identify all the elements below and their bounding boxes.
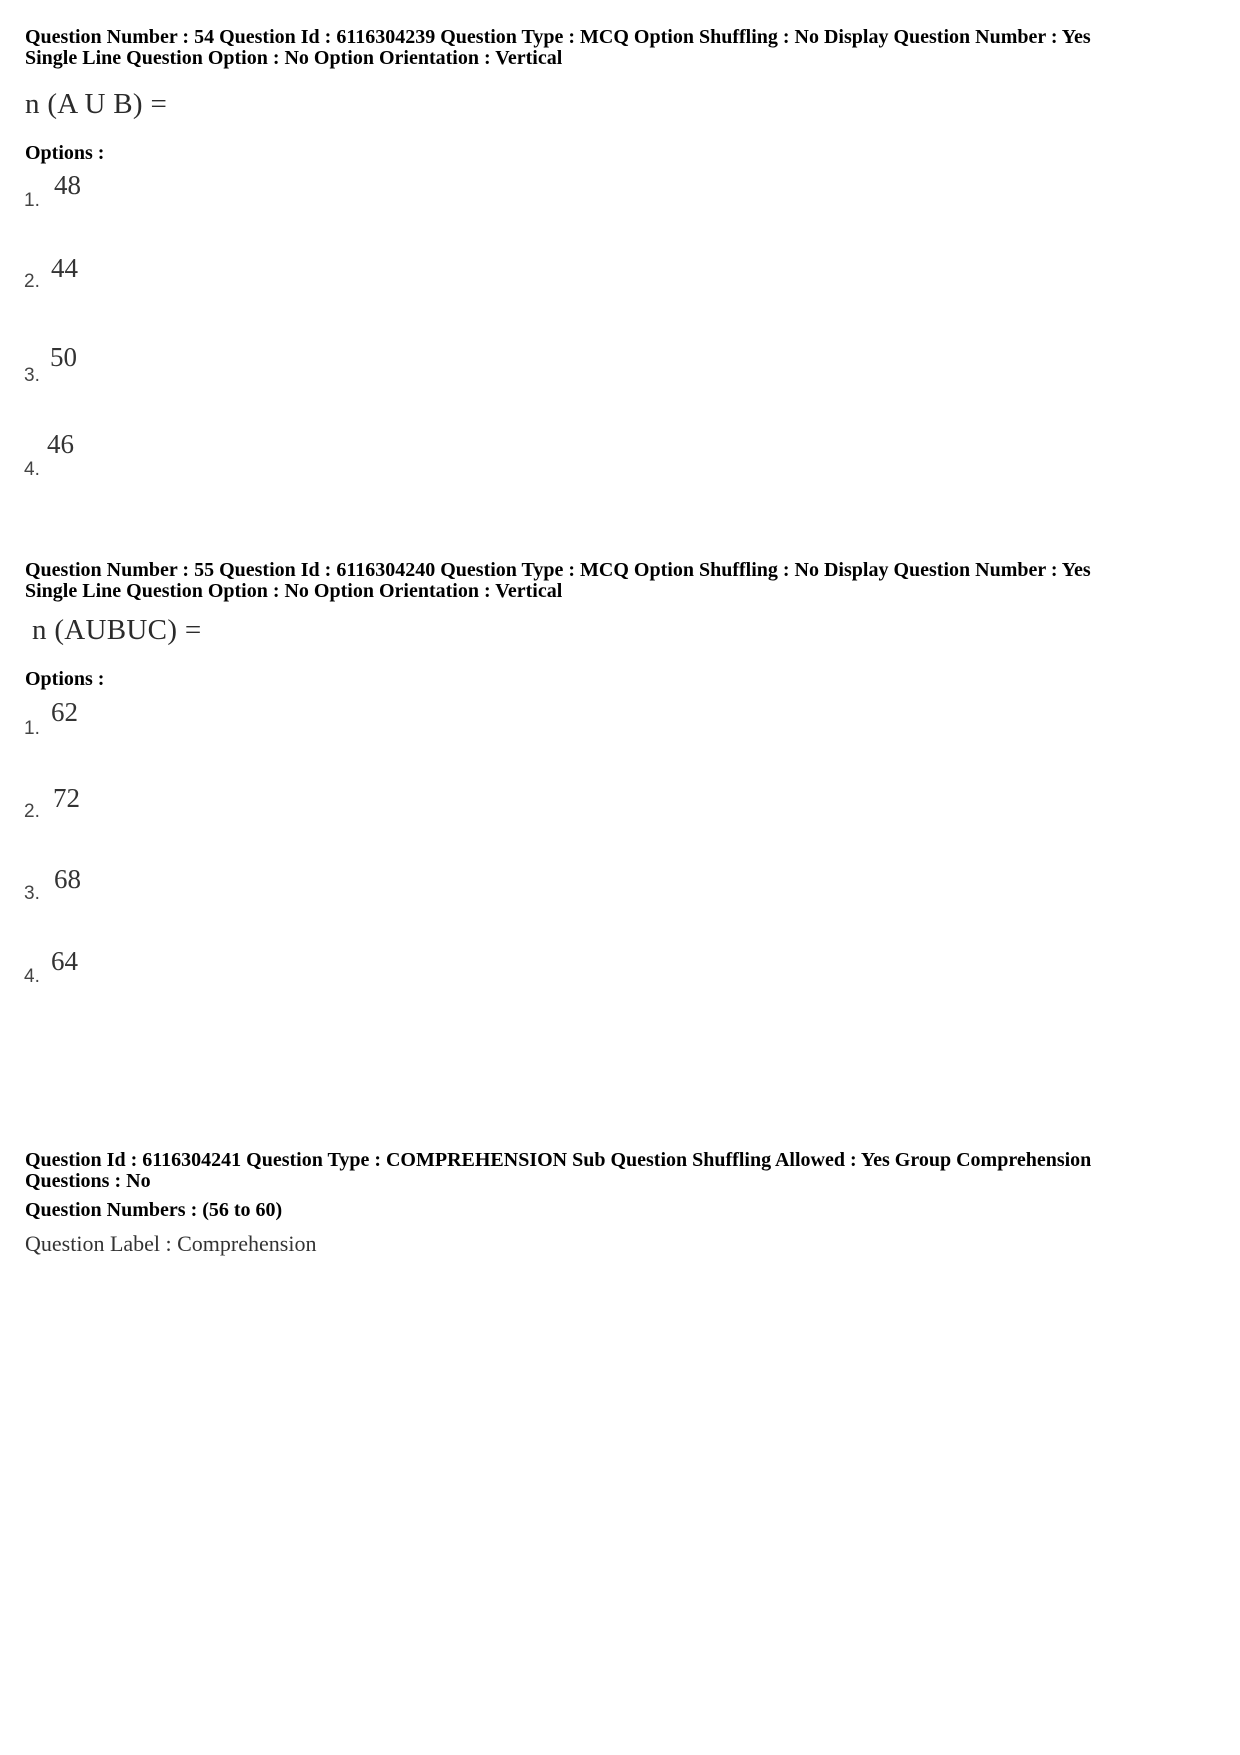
option-value: 62 [51,697,78,727]
option-number: 2. [24,271,40,292]
option-value: 50 [50,342,77,372]
option-number: 4. [24,459,40,480]
option-value: 64 [51,946,78,976]
q55-meta-line1: Question Number : 55 Question Id : 6116304240 Question Type : MCQ Option Shuffling : No Display Question Number : Yes [25,559,1091,581]
comprehension-meta-line2: Questions : No [25,1170,151,1192]
option-value: 46 [47,429,74,459]
option-number: 3. [24,365,40,386]
option-value: 44 [51,253,78,283]
option-value: 68 [54,864,81,894]
q55-meta-line2: Single Line Question Option : No Option Orientation : Vertical [25,580,563,602]
option-number: 3. [24,883,40,904]
q54-question-text: n (A U B) = [25,88,168,120]
q54-meta-line1: Question Number : 54 Question Id : 6116304239 Question Type : MCQ Option Shuffling : No Display Question Number : Yes [25,26,1091,48]
option-number: 2. [24,801,40,822]
option-value: 72 [53,783,80,813]
q54-meta-line2: Single Line Question Option : No Option Orientation : Vertical [25,47,563,69]
comprehension-question-label: Question Label : Comprehension [25,1231,317,1256]
q54-options-label: Options : [25,142,105,164]
option-number: 1. [24,190,40,211]
option-number: 1. [24,718,40,739]
comprehension-question-numbers: Question Numbers : (56 to 60) [25,1199,283,1221]
q55-question-text: n (AUBUC) = [32,614,202,646]
q55-options-label: Options : [25,668,105,690]
option-number: 4. [24,966,40,987]
comprehension-meta-line1: Question Id : 6116304241 Question Type : COMPREHENSION Sub Question Shuffling Allowed : Yes Group Comprehension [25,1149,1092,1171]
option-value: 48 [54,170,81,200]
